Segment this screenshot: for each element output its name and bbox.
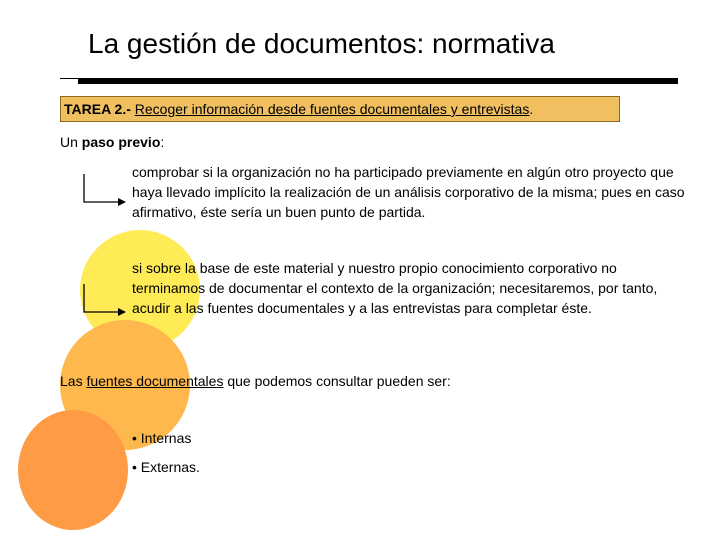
task-trailing: .	[529, 101, 534, 117]
bullet-externas: • Externas.	[132, 459, 200, 475]
paso-previo-emphasis: paso previo	[81, 134, 161, 150]
page-title: La gestión de documentos: normativa	[88, 28, 555, 59]
fuentes-prefix: Las	[60, 373, 87, 389]
elbow-arrow-icon	[82, 172, 128, 206]
paragraph-2: si sobre la base de este material y nuestro propio conocimiento corporativo no terminamos de documentar el contexto de la organización; necesitaremos, por tanto, acudir a las fuentes documentales y a las entrevistas para completar éste.	[132, 260, 658, 316]
task-label: TAREA 2.-	[64, 101, 131, 117]
title-rule-thin	[60, 78, 78, 79]
paragraph-1: comprobar si la organización no ha participado previamente en algún otro proyecto que haya llevado implícito la realización de un análisis corporativo de la misma; pues en caso afirmativo, éste sería un buen punto de partida.	[132, 164, 685, 220]
bullet-internas: • Internas	[132, 430, 192, 446]
paso-previo-line	[60, 134, 164, 150]
decorative-circle-orange-dark	[18, 410, 128, 530]
fuentes-underlined: fuentes documentales	[86, 373, 224, 389]
task-box	[60, 96, 620, 122]
task-text: Recoger información desde fuentes documentales y entrevistas	[134, 101, 530, 117]
paso-previo-suffix: :	[160, 134, 165, 150]
elbow-arrow-icon	[82, 282, 128, 316]
paso-previo-prefix: Un	[60, 134, 82, 150]
fuentes-suffix: que podemos consultar pueden ser:	[223, 373, 451, 389]
title-rule	[78, 78, 678, 84]
fuentes-line	[60, 373, 451, 389]
